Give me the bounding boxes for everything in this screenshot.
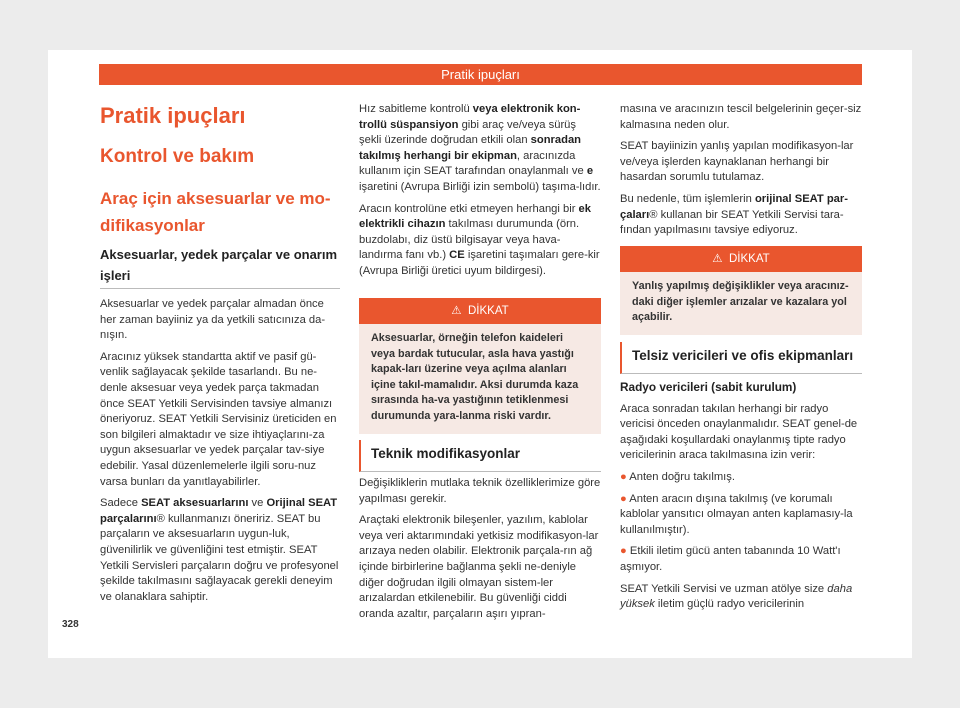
- subheading: Radyo vericileri (sabit kurulum): [620, 380, 797, 394]
- ce-mark: CE: [449, 249, 465, 262]
- warning-text: Yanlış yapılmış değişiklikler veya aracınız-daki diğer işlemler arızalar ve kazalara yol açabilir.: [632, 280, 849, 324]
- subsection-title: Araç için aksesuarlar ve mo-difikasyonlar: [100, 189, 331, 235]
- section-title: Kontrol ve bakım: [100, 146, 255, 167]
- warning-text: Aksesuarlar, örneğin telefon kaideleri veya bardak tutucular, asla hava yastığı kapak-ları üzerine veya açılma alanları içine takıl-mamalıdır. Aksi durumda kaza sırasında ha-va yastığının tetiklenmesi durumunda yara-lanma riski vardır.: [371, 332, 579, 422]
- paragraph: masına ve aracınızın tescil belgelerinin geçer-siz kalmasına neden olur.: [620, 103, 862, 131]
- topic-title: Aksesuarlar, yedek parçalar ve onarım işleri: [100, 247, 338, 283]
- warning-title: DİKKAT: [468, 305, 509, 317]
- paragraph: Değişikliklerin mutlaka teknik özelliklerimize göre yapılması gerekir.: [359, 477, 601, 505]
- warning-icon: ⚠: [712, 253, 723, 265]
- paragraph: SEAT Yetkili Servisi ve uzman atölye size daha yüksek iletim güçlü radyo vericilerinin: [620, 582, 853, 611]
- paragraph: Araçtaki elektronik bileşenler, yazılım, kablolar veya veri aktarımındaki yetkisiz modifikasyon-lar arızaya neden olabilir. Elektronik parçala-rın ağ içinde birbirlerine bağlanma şekli ne-deniyle diğer doğrudan ilgili olmayan sistem-ler arızalardan etkilenebilir. Bu güvenliği ciddi oranda azaltır, parçaların aşırı yıpran-: [359, 514, 599, 620]
- list-item: ● Anten doğru takılmış.: [620, 470, 735, 483]
- divider: [100, 288, 340, 289]
- list-item: ● Anten aracın dışına takılmış (ve korumalı kablolar yansıtıcı olmayan anten kaplamasıy-la kullanılmıştır).: [620, 492, 853, 536]
- paragraph: Sadece SEAT aksesuarlarını ve Orijinal SEAT parçalarını® kullanmanızı öneririz. SEAT bu parçaların ve aksesuarların uygun-luk, güvenilirlik ve güvenliğini test etmiştir. SEAT Yetkili Servisleri parçaların doğru ve profesyonel şekilde takılmasını sağlayacak gerekli deneyim ve olanaklara sahiptir.: [100, 497, 339, 603]
- section-heading: Teknik modifikasyonlar: [359, 440, 601, 472]
- paragraph: Aracınız yüksek standartta aktif ve pasif gü-venlik sağlayacak şekilde tasarlandı. Bu ne-denle aksesuar veya yedek parça takmadan önce SEAT Yetkili Servisinden tavsiye almanızı öneriyoruz. SEAT Yetkili Servisiniz üreticiden en son bilgileri almaktadır ve size ihtiyaçlarını-za uygun aksesuarlar ve yedek parçalar tav-siye edebilir. Yasal düzenlemelerle ilgili soru-nuz varsa bunları da yanıtlayabilirler.: [100, 350, 337, 488]
- warning-box: [359, 298, 601, 434]
- paragraph: Aksesuarlar ve yedek parçalar almadan önce her zaman bayiiniz ya da yetkili satıcınıza da-nışın.: [100, 298, 326, 342]
- list-item: ● Etkili iletim gücü anten tabanında 10 Watt'ı aşmıyor.: [620, 545, 841, 573]
- bullet-icon: ●: [620, 470, 627, 483]
- paragraph: Aracın kontrolüne etki etmeyen herhangi bir ek elektrikli cihazın takılması durumunda (örn. buzdolabı, diz üstü bilgisayar veya hava-landırma fanı vb.) CE işaretini taşımaları gere-kir (Avrupa Birliği üretici uyum bildirgesi).: [359, 202, 600, 277]
- warning-box: [620, 246, 862, 335]
- header-bar: Pratik ipuçları: [99, 64, 862, 85]
- bullet-icon: ●: [620, 492, 627, 505]
- chapter-title: Pratik ipuçları: [100, 103, 246, 128]
- warning-title: DİKKAT: [729, 253, 770, 265]
- column-2: [359, 102, 601, 286]
- section-heading: Telsiz vericileri ve ofis ekipmanları: [620, 342, 862, 374]
- paragraph: Hız sabitleme kontrolü veya elektronik kon-trollü süspansiyon gibi araç ve/veya sürüş şekli üzerinde doğrudan etkili olan sonradan takılmış herhangi bir ekipman, aracınızda kullanım için SEAT tarafından onaylanmalı ve e işaretini (Avrupa Birliği izin sembolü) taşıma-lıdır.: [359, 103, 601, 193]
- warning-icon: ⚠: [451, 305, 462, 317]
- column-2-lower: [359, 476, 601, 628]
- column-1: [100, 297, 340, 611]
- paragraph: Araca sonradan takılan herhangi bir radyo vericisi önceden onaylanmalıdır. SEAT genel-de aşağıdaki koşullardaki onaylanmış tipte radyo vericilerinin araca takılmasına izin verir:: [620, 402, 858, 462]
- page-number: 328: [62, 619, 79, 630]
- column-3-lower: [620, 380, 862, 619]
- column-3: [620, 102, 862, 245]
- paragraph: Bu nedenle, tüm işlemlerin orijinal SEAT par-çaları® kullanan bir SEAT Yetkili Servisi tara-fından yapılmasını tavsiye ediyoruz.: [620, 192, 848, 237]
- paragraph: SEAT bayiinizin yanlış yapılan modifikasyon-lar ve/veya işlerden kaynaklanan herhangi bir hasardan sorumlu tutulamaz.: [620, 140, 854, 184]
- bullet-icon: ●: [620, 545, 627, 558]
